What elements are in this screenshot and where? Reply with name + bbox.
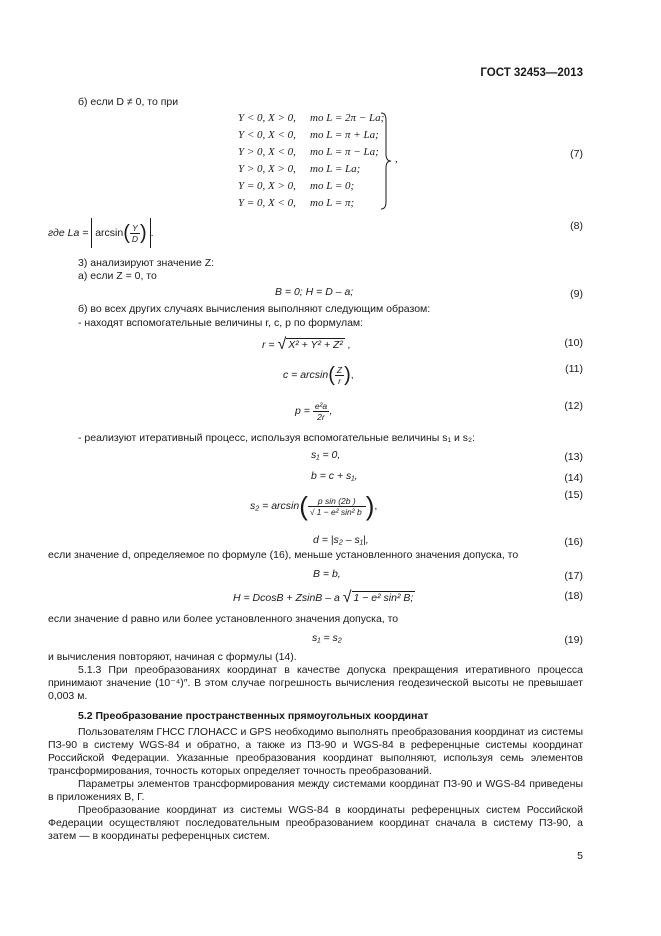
eq-number-13: (13)	[564, 451, 583, 463]
eq-number-14: (14)	[564, 472, 583, 484]
result-1: то L = 2π − La;	[310, 112, 385, 124]
radical-sign: √	[309, 506, 315, 517]
eq15: s₂ = arcsin( $\frac{\text{p sin (2b )}}{\text{√ 1 − e² sin² b}}$ ),	[250, 491, 378, 522]
eq14: b = c + s₁,	[311, 470, 358, 482]
eq10-expr: X² + Y² + Z²	[288, 338, 343, 351]
eq12-num: e²a	[314, 400, 328, 411]
eq8-fraction	[130, 223, 140, 244]
eq9: B = 0; H = D – a;	[275, 286, 354, 298]
result-2: то L = π + La;	[310, 129, 379, 141]
radical-sign: √	[342, 589, 352, 606]
eq-number-8: (8)	[570, 220, 583, 232]
eq18	[233, 588, 415, 608]
eq8-fn: arcsin	[95, 227, 124, 239]
condition-less: если значение d, определяемое по формуле (16), меньше установленного значения допуска, то	[48, 549, 519, 561]
eq11: c = arcsin( $\frac{Z}{r}$ ),	[283, 364, 354, 387]
section-5-2-title: 5.2 Преобразование пространственных прямоугольных координат	[78, 710, 429, 722]
eq18-root: 1 − e² sin² B;	[353, 591, 414, 604]
case-a: а) если Z = 0, то	[78, 270, 157, 282]
eq-number-11: (11)	[565, 363, 583, 375]
condition-more: если значение d равно или более установленного значения допуска, то	[48, 613, 399, 625]
case-b2: б) во всех других случаях вычисления выполняют следующим образом:	[78, 303, 431, 315]
eq12-den: 2r	[317, 411, 325, 422]
repeat-note: и вычисления повторяют, начиная с формулы (14).	[48, 651, 297, 663]
eq-number-7: (7)	[570, 148, 583, 160]
paren-right: )	[344, 364, 351, 387]
eq-number-15: (15)	[564, 489, 583, 501]
condition-3: Y > 0, X < 0,	[238, 146, 296, 158]
paren-right: )	[365, 491, 375, 522]
paren-left: (	[299, 491, 308, 522]
eq15-num: p sin (2b )	[308, 496, 366, 507]
eq11-lead: c = arcsin	[283, 369, 329, 381]
paragraph-transformation: Преобразование координат из системы WGS-84 в координаты референцных систем Российской Федерации осуществляют последовательным преобразованием координат сначала в систему ПЗ-90, а затем — в координаты референцных систем.	[48, 804, 583, 842]
eq-number-19: (19)	[564, 634, 583, 646]
eq8-num: Y	[130, 223, 140, 234]
step-3: 3) анализируют значение Z:	[78, 257, 215, 269]
paren-right: )	[140, 222, 147, 245]
eq17: B = b,	[313, 568, 341, 580]
eq-number-16: (16)	[564, 536, 583, 548]
eq8-lead: где La =	[48, 227, 89, 239]
eq-number-18: (18)	[564, 590, 583, 602]
eq19: s₁ = s₂	[312, 632, 342, 644]
brace-comma: ,	[395, 153, 398, 165]
paragraph-parameters: Параметры элементов трансформирования между системами координат ПЗ-90 и WGS-84 приведены в приложениях В, Г.	[48, 778, 583, 803]
eq16: d = |s₂ – s₁|,	[313, 534, 369, 546]
eq-number-10: (10)	[564, 337, 583, 349]
eq12-lead: p =	[295, 405, 310, 417]
result-5: то L = 0;	[310, 180, 355, 192]
eq15-lead: s₂ = arcsin	[250, 500, 300, 512]
abs-bar-left	[91, 218, 92, 248]
paragraph-5-1-3: 5.1.3 При преобразованиях координат в качестве допуска прекращения итеративного процесса принимают значение (10⁻⁴)″. В этом случае погрешность вычисления геодезической высоты не превышает 0,003 м.	[48, 664, 583, 702]
eq8-den: D	[131, 233, 139, 244]
condition-4: Y > 0, X > 0,	[238, 163, 296, 175]
condition-1: Y < 0, X > 0,	[238, 112, 296, 124]
eq15-fraction	[308, 496, 366, 517]
paragraph-users: Пользователям ГНСС ГЛОНАСС и GPS необходимо выполнять преобразования координат из системы ПЗ-90 в систему WGS-84 и обратно, а также из ПЗ-90 и WGS-84 в референцные системы координат Российской Федерации. Указанные преобразования координат выполняют, используя семь элементов трансформирования, точность которых определяет точность преобразований.	[48, 726, 583, 777]
eq-number-17: (17)	[564, 570, 583, 582]
condition-5: Y = 0, X > 0,	[238, 180, 296, 192]
paren-left: (	[123, 222, 130, 245]
eq18-lead: H = DcosB + ZsinB – a	[233, 591, 340, 604]
eq8: где La = arcsin( $\frac{Y}{D}$ ) .	[48, 218, 154, 248]
eq11-den: r	[338, 375, 341, 386]
aux-values: - находят вспомогательные величины r, c, p по формулам:	[78, 317, 364, 329]
eq-number-9: (9)	[570, 288, 583, 300]
right-brace	[379, 112, 393, 210]
eq10: r = √ X² + Y² + Z² ,	[262, 336, 351, 353]
result-4: то L = La;	[310, 163, 361, 175]
eq11-num: Z	[336, 364, 343, 375]
page-number: 5	[577, 850, 583, 862]
iterative-process: - реализуют итеративный процесс, используя вспомогательные величины s₁ и s₂:	[78, 432, 476, 444]
paren-left: (	[328, 364, 335, 387]
eq12: p = $\frac{\text{e²a}}{2r}$ ,	[295, 400, 333, 422]
condition-6: Y = 0, X < 0,	[238, 197, 296, 209]
result-6: то L = π;	[310, 197, 355, 209]
radical-sign: √	[277, 336, 287, 353]
document-id: ГОСТ 32453—2013	[480, 67, 583, 79]
eq13: s₁ = 0,	[311, 449, 341, 461]
eq11-fraction	[335, 365, 344, 386]
eq-number-12: (12)	[564, 400, 583, 412]
eq10-lead: r =	[262, 338, 275, 351]
case-b-intro: б) если D ≠ 0, то при	[78, 96, 179, 108]
condition-2: Y < 0, X < 0,	[238, 129, 296, 141]
result-3: то L = π − La;	[310, 146, 379, 158]
eq15-den: 1 − e² sin² b	[316, 506, 362, 517]
eq12-fraction	[313, 401, 329, 422]
